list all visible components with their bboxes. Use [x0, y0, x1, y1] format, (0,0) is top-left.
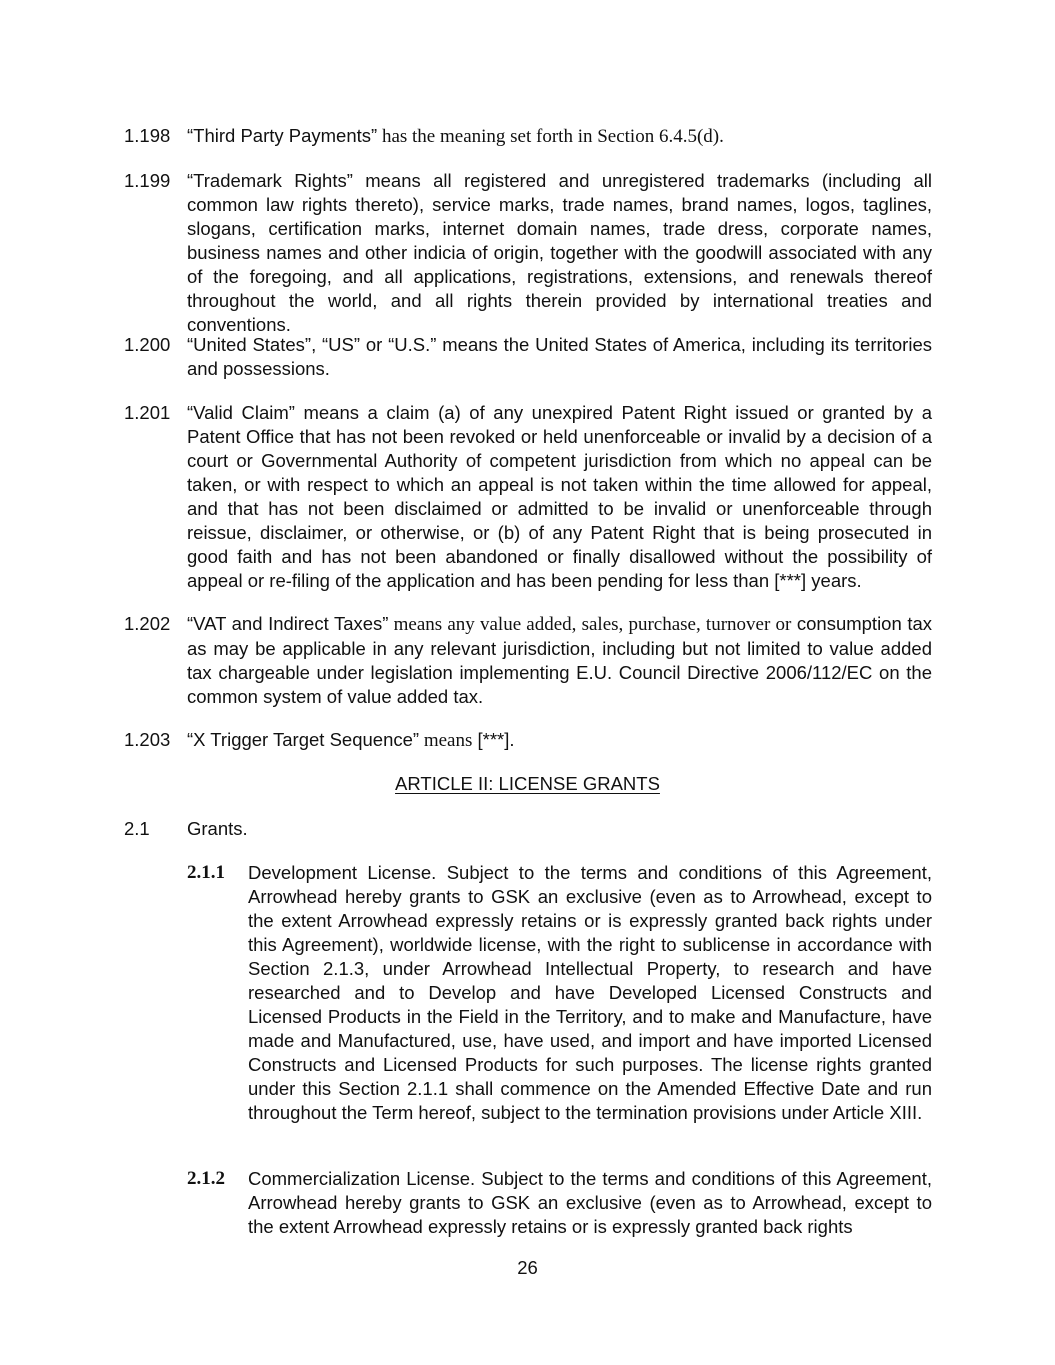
- definition-text: [***].: [472, 729, 515, 750]
- defined-term: “VAT and Indirect Taxes”: [187, 613, 389, 634]
- defined-term: “Trademark Rights”: [187, 170, 353, 191]
- page-number: 26: [517, 1257, 538, 1278]
- definition-text: means the United States of America, including its territories and possessions.: [187, 334, 932, 379]
- definition-text: means all registered and unregistered trademarks (including all common law rights thereto), service marks, trade names, brand names, logos, taglines, slogans, certification marks, internet domain names, trade dress, corporate names, business names and other indicia of origin, together with the goodwill associated with any of the foregoing, and all applications, registrations, extensions, and renewals thereof throughout the world, and all rights therein provided by international treaties and conventions.: [187, 170, 932, 335]
- definition-text-serif: means: [419, 730, 473, 751]
- subsection-text: Subject to the terms and conditions of this Agreement, Arrowhead hereby grants to GSK an exclusive (even as to Arrowhead, except to the extent Arrowhead expressly retains or is expressly granted back rights under this Agreement), worldwide license, with the right to sublicense in accordance with Section 2.1.3, under Arrowhead Intellectual Property, to research and have researched and to Develop and have Developed Licensed Constructs and Licensed Products in the Field in the Territory, and to make and Manufacture, have made and Manufactured, use, have used, and import and have imported Licensed Constructs and Licensed Products for such purposes. The license rights granted under this Section 2.1.1 shall commence on the Amended Effective Date and run throughout the Term hereof, subject to the termination provisions under Article XIII.: [248, 862, 932, 1123]
- subsection-title: Commercialization License.: [248, 1168, 476, 1189]
- subsection-title: Development License.: [248, 862, 437, 883]
- definition-1-203: [124, 728, 932, 753]
- article-heading-text: ARTICLE II: LICENSE GRANTS: [395, 773, 660, 794]
- definition-text: consumption tax as may be applicable in any relevant jurisdiction, including but not limited to value added tax chargeable under legislation implementing E.U. Council Directive 2006/112/EC on the common system of value added tax.: [187, 613, 933, 707]
- definition-1-200: [124, 333, 932, 381]
- definition-text-serif: means any value added, sales, purchase, turnover or: [388, 614, 792, 635]
- definition-1-201: [124, 401, 932, 593]
- definition-1-202: [124, 612, 932, 709]
- definition-number: 1.203: [124, 729, 171, 750]
- defined-term: “X Trigger Target Sequence”: [187, 729, 420, 750]
- defined-term: “Valid Claim”: [187, 402, 295, 423]
- subsection-2-1-2: [187, 1167, 932, 1239]
- subsection-number: 2.1.1: [187, 862, 225, 883]
- definition-1-199: [124, 169, 932, 337]
- definition-number: 1.198: [124, 125, 171, 146]
- article-heading: [0, 772, 1055, 796]
- defined-term: “Third Party Payments”: [187, 125, 378, 146]
- definition-number: 1.201: [124, 402, 171, 423]
- subsection-text: Subject to the terms and conditions of this Agreement, Arrowhead hereby grants to GSK an exclusive (even as to Arrowhead, except to the extent Arrowhead expressly retains or is expressly granted back rights: [248, 1168, 932, 1237]
- defined-term: “United States”, “US” or “U.S.”: [187, 334, 437, 355]
- subsection-2-1-1: [187, 861, 932, 1125]
- definition-1-198: [124, 124, 932, 149]
- definition-number: 1.200: [124, 334, 171, 355]
- definition-number: 1.199: [124, 170, 171, 191]
- definition-text: means a claim (a) of any unexpired Patent Right issued or granted by a Patent Office that has not been revoked or held unenforceable or invalid by a decision of a court or Governmental Authority of competent jurisdiction from which no appeal can be taken, or with respect to which an appeal is not taken within the time allowed for appeal, and that has not been disclaimed or admitted to be invalid or unenforceable through reissue, disclaimer, or otherwise, or (b) of any Patent Right that is being prosecuted in good faith and has not been abandoned or finally disallowed without the possibility of appeal or re-filing of the application and has been pending for less than [***] years.: [187, 402, 932, 591]
- section-2-1: [124, 817, 932, 841]
- subsection-number: 2.1.2: [187, 1168, 225, 1189]
- definition-number: 1.202: [124, 613, 171, 634]
- definition-text: has the meaning set forth in Section 6.4.5(d).: [377, 126, 724, 147]
- section-number: 2.1: [124, 818, 150, 839]
- section-title: Grants.: [187, 818, 248, 839]
